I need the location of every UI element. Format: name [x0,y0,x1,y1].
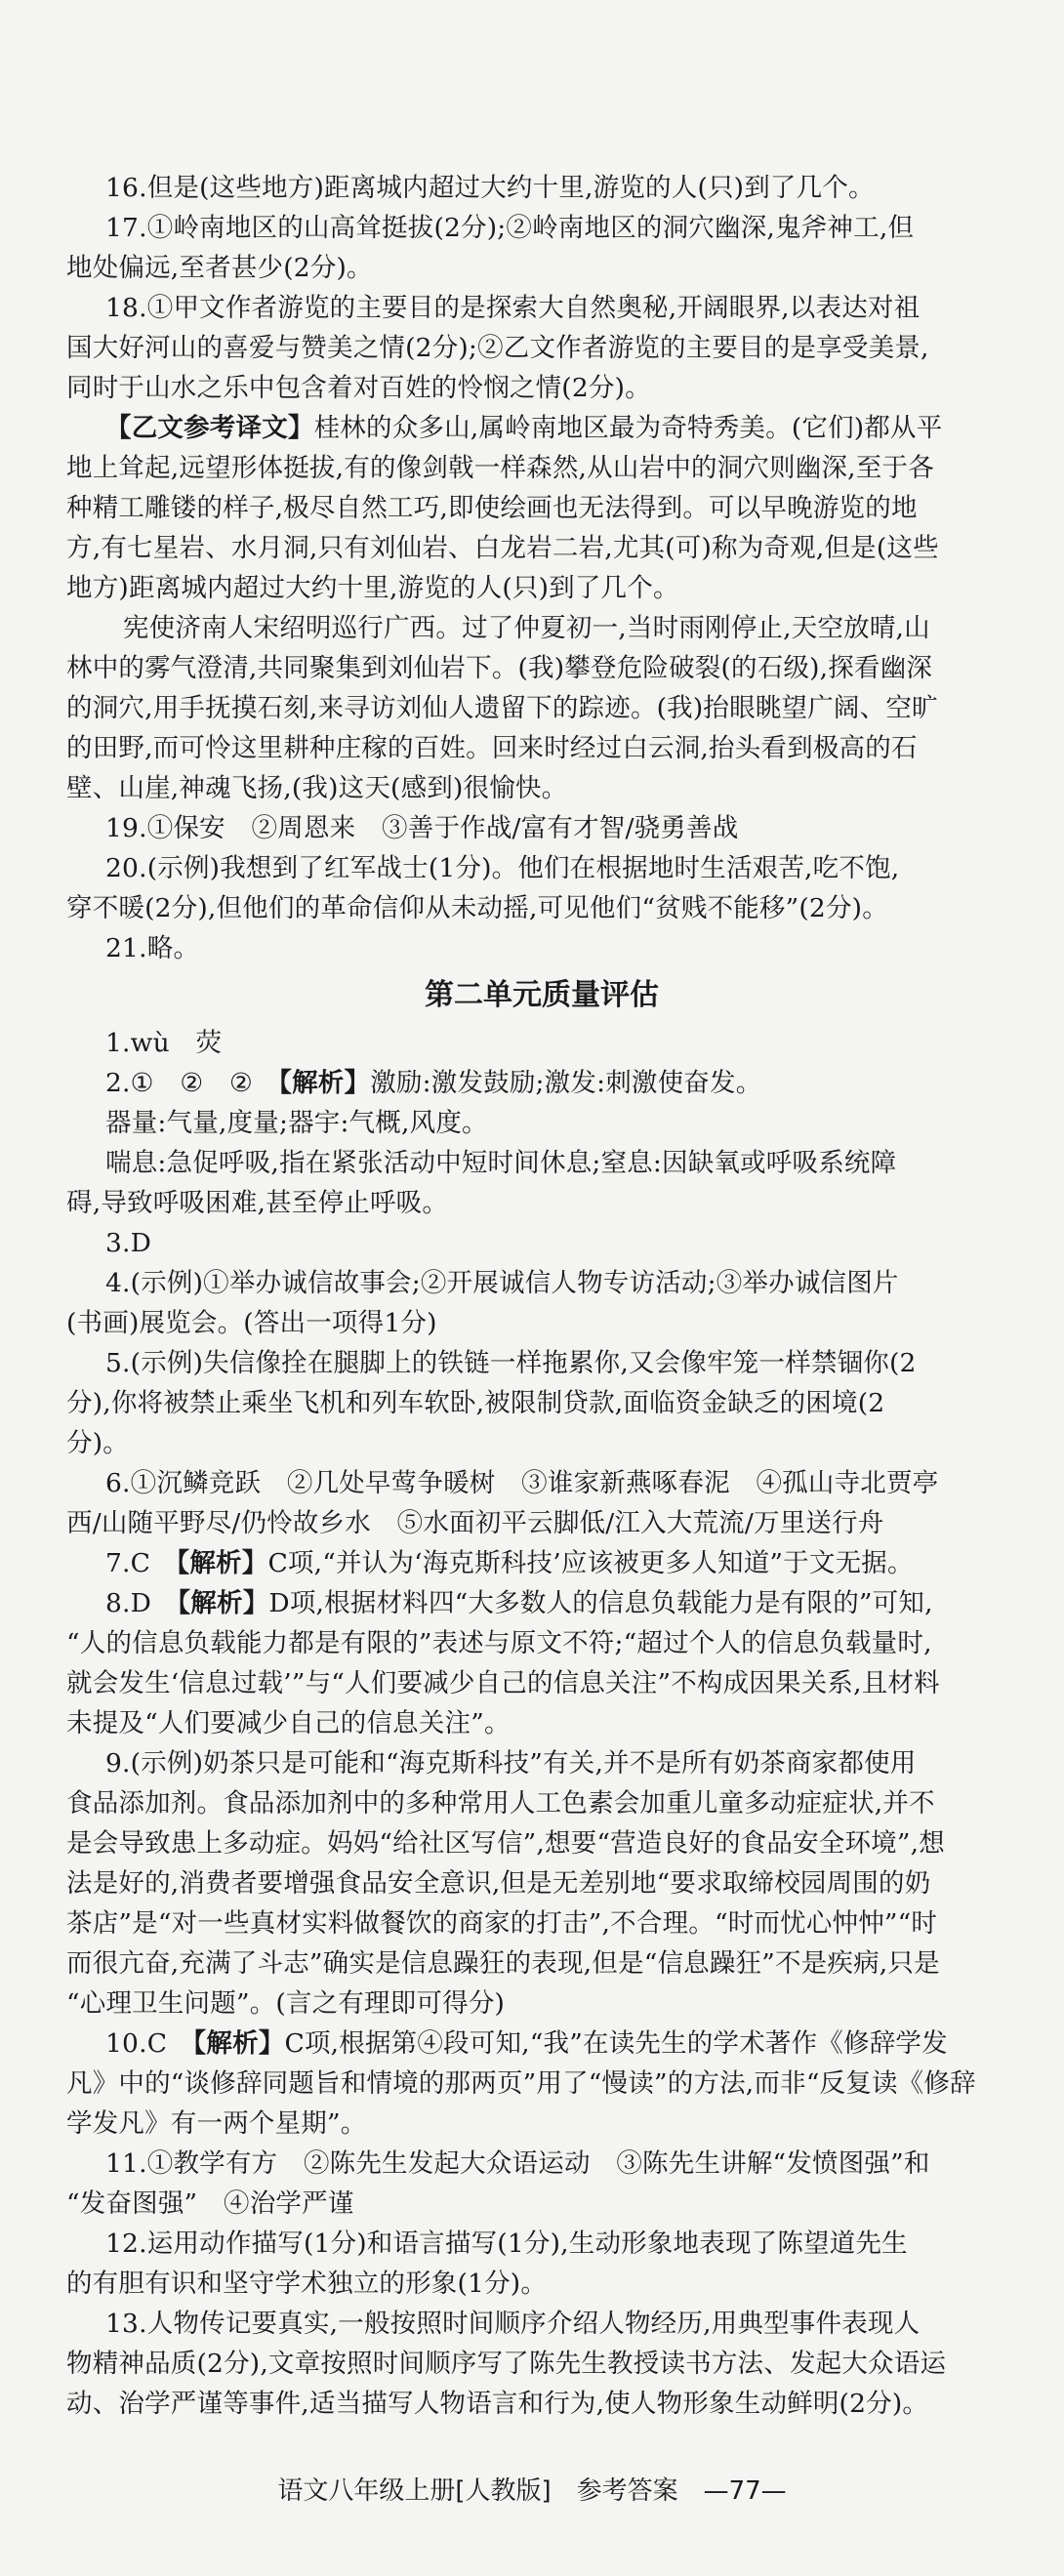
text-line: 分),你将被禁止乘坐飞机和列车软卧,被限制贷款,面临资金缺乏的困境(2 [66,1388,885,1418]
text-line: 就会发生‘信息过载’”与“人们要减少自己的信息关注”不构成因果关系,且材料 [66,1668,940,1698]
text-line: 宪使济南人宋绍明巡行广西。过了仲夏初一,当时雨刚停止,天空放晴,山 [123,613,930,643]
text-line: 壁、山崖,神魂飞扬,(我)这天(感到)很愉快。 [66,773,568,803]
text-line: 凡》中的“谈修辞同题旨和情境的那两页”用了“慢读”的方法,而非“反复读《修辞 [66,2068,976,2099]
text-line [66,1063,1017,1103]
analysis-label: 【解析】 [177,1588,269,1618]
text-line: 地方)距离城内超过大约十里,游览的人(只)到了几个。 [66,573,679,603]
text-line: 方,有七星岩、水月洞,只有刘仙岩、白龙岩二岩,尤其(可)称为奇观,但是(这些 [66,533,939,563]
line-text: 桂林的众多山,属岭南地区最为奇特秀美。(它们)都从平 [313,413,943,443]
text-line: “心理卫生问题”。(言之有理即可得分) [66,1988,506,2019]
analysis-label: 【解析】 [278,1068,371,1098]
text-line: 法是好的,消费者要增强食品安全意识,但是无差别地“要求取缔校园周围的奶 [66,1868,931,1899]
text-line: 12.运用动作描写(1分)和语言描写(1分),生动形象地表现了陈望道先生 [105,2228,908,2259]
text-line: 的田野,而可怜这里耕种庄稼的百姓。回来时经过白云洞,抬头看到极高的石 [66,733,918,763]
text-line: 林中的雾气澄清,共同聚集到刘仙岩下。(我)攀登危险破裂(的石级),探看幽深 [66,653,933,683]
text-line: 动、治学严谨等事件,适当描写人物语言和行为,使人物形象生动鲜明(2分)。 [66,2389,929,2419]
text-line: 碍,导致呼吸困难,甚至停止呼吸。 [66,1188,449,1218]
text-line: 地上耸起,远望形体挺拔,有的像剑戟一样森然,从山岩中的洞穴则幽深,至于各 [66,453,934,483]
text-line: 19.①保安 ②周恩来 ③善于作战/富有才智/骁勇善战 [105,813,739,843]
text-line: 18.①甲文作者游览的主要目的是探索大自然奥秘,开阔眼界,以表达对祖 [105,293,921,323]
text-line [66,2024,1017,2064]
section-title: 第二单元质量评估 [425,978,659,1012]
text-line: 学发凡》有一两个星期”。 [66,2108,367,2139]
text-line: 种精工雕镂的样子,极尽自然工巧,即使绘画也无法得到。可以早晚游览的地 [66,493,918,523]
text-line [66,1543,1017,1583]
text-line: 1.wù 荧 [105,1028,223,1058]
text-line: 4.(示例)①举办诚信故事会;②开展诚信人物专访活动;③举办诚信图片 [105,1268,899,1298]
line-text: 10.C [105,2028,193,2059]
text-line [66,1583,1017,1623]
page-footer: 语文八年级上册[人教版] 参考答案 —77— [277,2476,787,2506]
text-line [66,408,1017,448]
text-line: (书画)展览会。(答出一项得1分) [66,1308,437,1338]
text-line: 9.(示例)奶茶只是可能和“海克斯科技”有关,并不是所有奶茶商家都使用 [105,1748,917,1779]
line-text: 激励:激发鼓励;激发:刺激使奋发。 [370,1068,762,1098]
answer-block-first-unit [66,168,1017,968]
text-line: 5.(示例)失信像拴在腿脚上的铁链一样拖累你,又会像牢笼一样禁锢你(2 [105,1348,917,1378]
text-line: 17.①岭南地区的山高耸挺拔(2分);②岭南地区的洞穴幽深,鬼斧神工,但 [105,213,915,243]
text-line: 分)。 [66,1428,129,1458]
analysis-label: 【解析】 [192,2028,285,2059]
text-line: 食品添加剂。食品添加剂中的多种常用人工色素会加重儿童多动症症状,并不 [66,1788,935,1819]
analysis-label: 【乙文参考译文】 [105,413,314,443]
text-line: 地处偏远,至者甚少(2分)。 [66,253,373,283]
text-line: 20.(示例)我想到了红军战士(1分)。他们在根据地时生活艰苦,吃不饱, [105,853,900,883]
text-line: 16.但是(这些地方)距离城内超过大约十里,游览的人(只)到了几个。 [105,173,875,203]
text-line: 国大好河山的喜爱与赞美之情(2分);②乙文作者游览的主要目的是享受美景, [66,333,929,363]
line-text: 8.D [105,1588,178,1618]
text-line: 器量:气量,度量;器宇:气概,风度。 [105,1108,488,1138]
text-line: 西/山随平野尽/仍怜故乡水 ⑤水面初平云脚低/江入大荒流/万里送行舟 [66,1508,884,1538]
text-line: 13.人物传记要真实,一般按照时间顺序介绍人物经历,用典型事件表现人 [105,2309,921,2339]
text-line: 物精神品质(2分),文章按照时间顺序写了陈先生教授读书方法、发起大众语运 [66,2349,947,2379]
text-line: 3.D [105,1228,152,1258]
text-line: 同时于山水之乐中包含着对百姓的怜悯之情(2分)。 [66,373,651,403]
line-text: 2.① ② ② [105,1068,279,1098]
text-line: 21.略。 [105,933,200,963]
text-line: 11.①教学有方 ②陈先生发起大众语运动 ③陈先生讲解“发愤图强”和 [105,2148,930,2179]
text-line: 未提及“人们要减少自己的信息关注”。 [66,1708,511,1738]
text-line: 茶店”是“对一些真材实料做餐饮的商家的打击”,不合理。“时而忧心忡忡”“时 [66,1908,938,1939]
analysis-label: 【解析】 [176,1548,268,1578]
line-text: C项,“并认为‘海克斯科技’应该被更多人知道”于文无据。 [267,1548,914,1578]
text-line: 是会导致患上多动症。妈妈“给社区写信”,想要“营造良好的食品安全环境”,想 [66,1828,945,1859]
text-line: 而很亢奋,充满了斗志”确实是信息躁狂的表现,但是“信息躁狂”不是疾病,只是 [66,1948,940,1979]
line-text: D项,根据材料四“大多数人的信息负载能力是有限的”可知, [268,1588,933,1618]
text-line: “发奋图强” ④治学严谨 [66,2188,354,2219]
text-line: 的有胆有识和坚守学术独立的形象(1分)。 [66,2269,548,2299]
line-text: 7.C [105,1548,177,1578]
text-line: 的洞穴,用手抚摸石刻,来寻访刘仙人遗留下的踪迹。(我)抬眼眺望广阔、空旷 [66,693,938,723]
line-text: C项,根据第④段可知,“我”在读先生的学术著作《修辞学发 [284,2028,948,2059]
text-line: 喘息:急促呼吸,指在紧张活动中短时间休息;窒息:因缺氧或呼吸系统障 [105,1148,897,1178]
text-line: 6.①沉鳞竞跃 ②几处早莺争暖树 ③谁家新燕啄春泥 ④孤山寺北贾亭 [105,1468,939,1498]
answer-block-second-unit [66,1023,1017,2424]
text-line: 穿不暖(2分),但他们的革命信仰从未动摇,可见他们“贫贱不能移”(2分)。 [66,893,888,923]
text-line: “人的信息负载能力都是有限的”表述与原文不符;“超过个人的信息负载量时, [66,1628,932,1658]
